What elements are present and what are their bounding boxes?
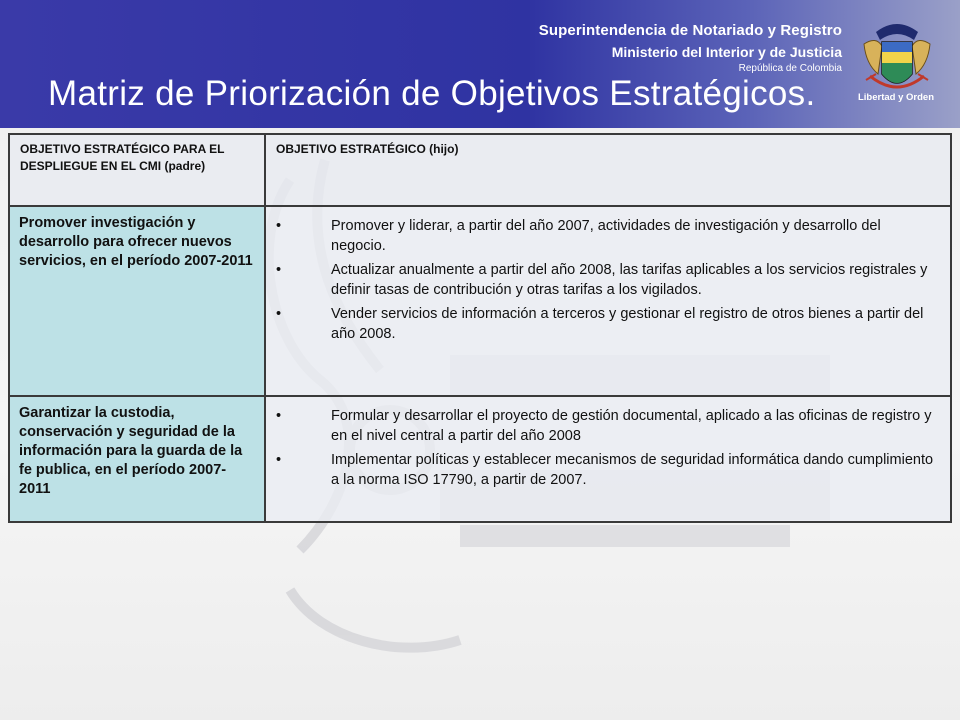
bullet-icon: • [276, 306, 282, 322]
priority-matrix-table [8, 133, 952, 523]
bullet-icon: • [276, 262, 282, 278]
seal-motto: Libertad y Orden [857, 92, 934, 103]
header-child-objective: OBJETIVO ESTRATÉGICO (hijo) [265, 134, 951, 206]
list-item: • Implementar políticas y establecer mecanismos de seguridad informática dando cumplimiento a la norma ISO 17790, a partir de 2007. [276, 452, 934, 488]
country-name: República de Colombia [738, 63, 842, 74]
child-objectives-cell [265, 396, 951, 522]
bullet-icon: • [276, 408, 282, 424]
header-banner [0, 0, 960, 128]
bullet-icon: • [276, 452, 282, 468]
ministry-name: Ministerio del Interior y de Justicia [611, 44, 842, 60]
page-title: Matriz de Priorización de Objetivos Estratégicos. [48, 74, 816, 113]
organization-block [539, 22, 842, 74]
header-parent-objective: OBJETIVO ESTRATÉGICO PARA EL DESPLIEGUE EN EL CMI (padre) [9, 134, 265, 206]
list-item: • Formular y desarrollar el proyecto de gestión documental, aplicado a las oficinas de registro y en el nivel central a partir del año 2008 [276, 408, 932, 444]
org-name: Superintendencia de Notariado y Registro [538, 22, 842, 39]
table-header-row [9, 134, 951, 206]
child-objectives-cell [265, 206, 951, 396]
parent-objective-cell: Promover investigación y desarrollo para ofrecer nuevos servicios, en el período 2007-2011 [9, 206, 265, 396]
list-item: • Vender servicios de información a terceros y gestionar el registro de otros bienes a partir del año 2008. [276, 306, 924, 342]
list-item: • Actualizar anualmente a partir del año 2008, las tarifas aplicables a los servicios registrales y definir tasas de contribución y otras tarifas a los vigilados. [276, 262, 928, 298]
list-item: • Promover y liderar, a partir del año 2007, actividades de investigación y desarrollo del negocio. [276, 218, 881, 254]
table-row [9, 396, 951, 522]
parent-objective-cell: Garantizar la custodia, conservación y seguridad de la información para la guarda de la fe publica, en el período 2007-2011 [9, 396, 265, 522]
table-row [9, 206, 951, 396]
bullet-icon: • [276, 218, 282, 234]
